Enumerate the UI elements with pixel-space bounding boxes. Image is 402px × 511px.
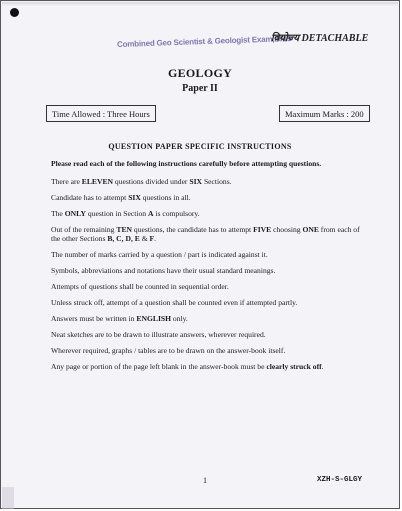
instruction-item [51,298,366,307]
instruction-text: There are [51,177,82,186]
instruction-text: Sections. [202,177,232,186]
instruction-text: Neat sketches are to be drawn to illustrate answers, wherever required. [51,330,266,339]
instruction-item [51,282,366,291]
instruction-emphasis: SIX [189,177,203,186]
instruction-text: questions in all. [140,193,191,202]
instruction-emphasis: FIVE [253,225,272,234]
instruction-items [51,177,366,371]
instruction-text: Symbols, abbreviations and notations have their usual standard meanings. [51,266,276,275]
instruction-text: Unless struck off, attempt of a question shall be counted even if attempted partly. [51,298,298,307]
instructions-heading: QUESTION PAPER SPECIFIC INSTRUCTIONS [108,142,292,151]
instruction-emphasis: TEN [116,225,132,234]
instruction-text: is compulsory. [153,209,200,218]
instruction-item [51,266,366,275]
time-allowed-box: Time Allowed : Three Hours [46,105,156,122]
instruction-text: . [321,362,324,371]
instruction-emphasis: ENGLISH [136,314,172,323]
instruction-text: Out of the remaining [51,225,117,234]
instruction-emphasis: ONE [302,225,319,234]
instruction-text: questions divided under [113,177,190,186]
instruction-text: . [154,234,157,243]
instructions-list [51,159,366,378]
instruction-text: Answers must be written in [51,314,137,323]
instruction-emphasis: F [149,234,155,243]
instruction-text: The number of marks carried by a question / part is indicated against it. [51,250,268,259]
instruction-text: question in Section [85,209,148,218]
instruction-text: The [51,209,65,218]
instruction-item [51,177,366,186]
instruction-emphasis: B, C, D, E [107,234,140,243]
instruction-text: from each of the other Sections [51,225,360,243]
instruction-item [51,209,366,218]
instruction-item [51,330,366,339]
instruction-text: Wherever required, graphs / tables are to be drawn on the answer-book itself. [51,346,286,355]
instructions-lead: Please read each of the following instructions carefully before attempting questions. [51,159,322,168]
instruction-emphasis: clearly struck off [266,362,322,371]
scan-edge-mark [2,487,14,509]
instruction-item [51,314,366,323]
instruction-text: Attempts of questions shall be counted in sequential order. [51,282,229,291]
instruction-text: choosing [271,225,303,234]
subject-title: GEOLOGY [167,66,233,80]
paper-number: Paper II [182,83,218,94]
instruction-text: & [139,234,150,243]
instruction-emphasis: A [147,209,154,218]
instruction-emphasis: ELEVEN [81,177,114,186]
instruction-text: questions, the candidate has to attempt [132,225,254,234]
instruction-item [51,193,366,202]
detachable-label: वियोज्य DETACHABLE [271,33,369,44]
punch-hole-icon [10,8,19,17]
exam-stamp: Combined Geo Scientist & Geologist Exam,2019 [116,33,292,50]
instruction-emphasis: SIX [128,193,141,202]
instruction-item [51,362,366,371]
page-number: 1 [203,476,207,485]
paper-code: XZH-S-GLGY [317,476,363,484]
instruction-text: Candidate has to attempt [51,193,129,202]
instruction-item [51,225,366,243]
instruction-item [51,250,366,259]
instruction-emphasis: ONLY [64,209,86,218]
instruction-item [51,346,366,355]
maximum-marks-box: Maximum Marks : 200 [279,105,370,122]
instruction-text: only. [171,314,188,323]
instruction-text: Any page or portion of the page left blank in the answer-book must be [51,362,267,371]
